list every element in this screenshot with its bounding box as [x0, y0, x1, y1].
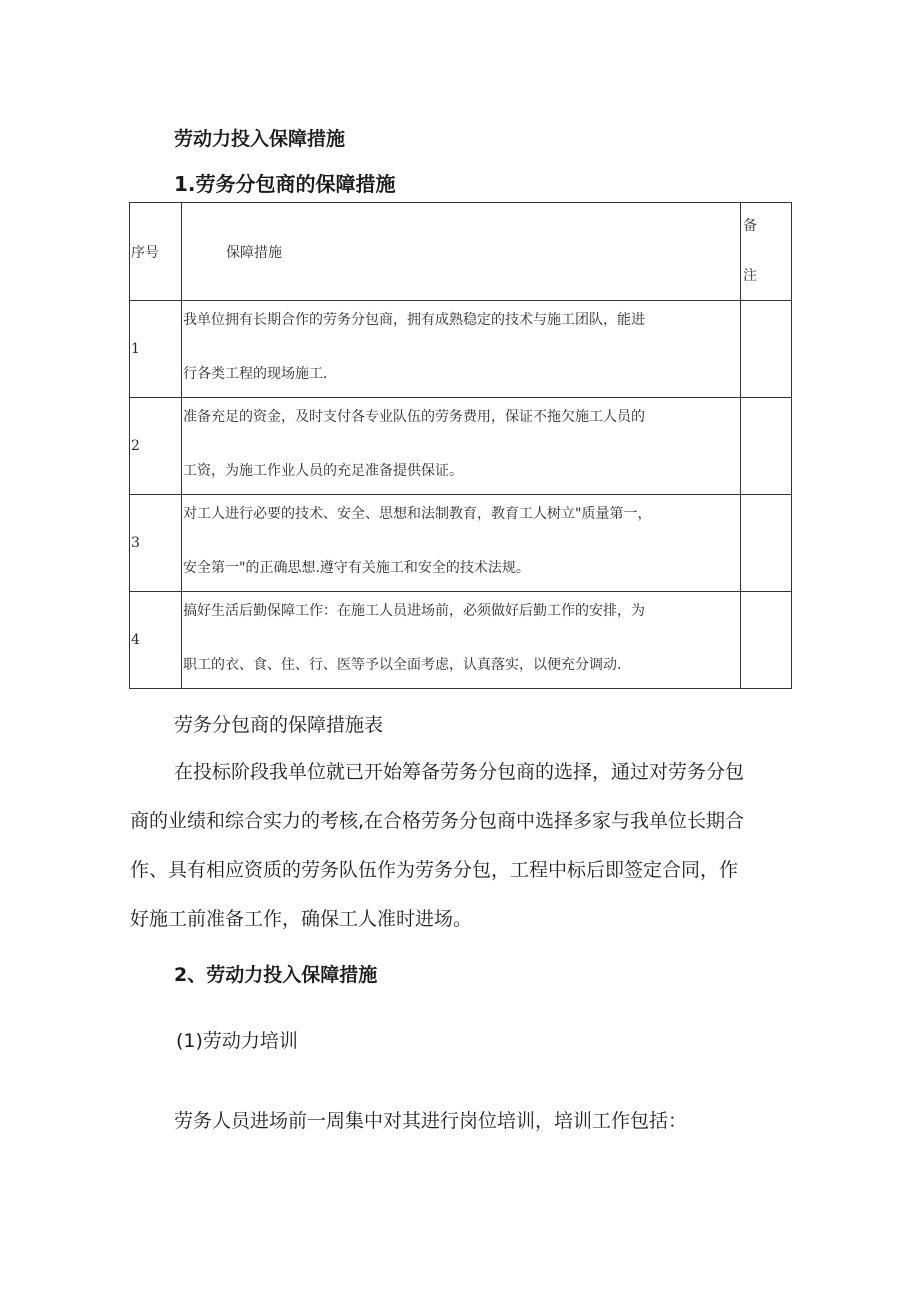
row-measure-line1: 我单位拥有长期合作的劳务分包商，拥有成熟稳定的技术与施工团队，能进 [183, 312, 645, 328]
row-index: 2 [130, 398, 182, 495]
header-measure: 保障措施 [182, 203, 741, 301]
row-measure [182, 495, 741, 592]
section-2-title: 2、劳动力投入保障措施 [174, 964, 378, 986]
row-index: 3 [130, 495, 182, 592]
row-measure [182, 592, 741, 689]
row-index: 4 [130, 592, 182, 689]
header-remark [741, 203, 792, 301]
row-measure-line1: 准备充足的资金，及时支付各专业队伍的劳务费用，保证不拖欠施工人员的 [183, 409, 645, 425]
paragraph-1-line-3: 作、具有相应资质的劳务队伍作为劳务分包，工程中标后即签定合同，作 [130, 859, 739, 881]
row-measure-line1: 对工人进行必要的技术、安全、思想和法制教育，教育工人树立"质量第一， [183, 506, 652, 522]
header-index: 序号 [130, 203, 182, 301]
row-remark [741, 398, 792, 495]
paragraph-1-line-2: 商的业绩和综合实力的考核,在合格劳务分包商中选择多家与我单位长期合 [130, 810, 745, 832]
row-measure-line2: 行各类工程的现场施工. [183, 366, 328, 382]
row-remark [741, 592, 792, 689]
paragraph-1-line-4: 好施工前准备工作，确保工人准时进场。 [130, 908, 473, 930]
header-remark-line2: 注 [743, 268, 757, 284]
table-caption: 劳务分包商的保障措施表 [174, 714, 384, 736]
paragraph-1-line-1: 在投标阶段我单位就已开始筹备劳务分包商的选择，通过对劳务分包 [174, 761, 745, 783]
row-measure [182, 301, 741, 398]
table-row [130, 495, 792, 592]
table-row [130, 592, 792, 689]
measures-table [129, 202, 792, 689]
paragraph-2: 劳务人员进场前一周集中对其进行岗位培训，培训工作包括： [174, 1110, 688, 1132]
row-index: 1 [130, 301, 182, 398]
row-measure-line2: 安全第一"的正确思想.遵守有关施工和安全的技术法规。 [183, 560, 530, 576]
section-1-title: 1.劳务分包商的保障措施 [174, 172, 396, 196]
row-remark [741, 495, 792, 592]
header-remark-line1: 备 [743, 218, 757, 234]
row-measure-line2: 工资，为施工作业人员的充足准备提供保证。 [183, 463, 463, 479]
table-row [130, 398, 792, 495]
document-title: 劳动力投入保障措施 [174, 128, 346, 150]
table-row [130, 301, 792, 398]
row-measure-line2: 职工的衣、食、住、行、医等予以全面考虑，认真落实，以便充分调动. [183, 657, 622, 673]
table-header-row [130, 203, 792, 301]
row-measure [182, 398, 741, 495]
row-measure-line1: 搞好生活后勤保障工作：在施工人员进场前，必须做好后勤工作的安排，为 [183, 603, 645, 619]
row-remark [741, 301, 792, 398]
subsection-1-title: (1)劳动力培训 [176, 1030, 298, 1052]
